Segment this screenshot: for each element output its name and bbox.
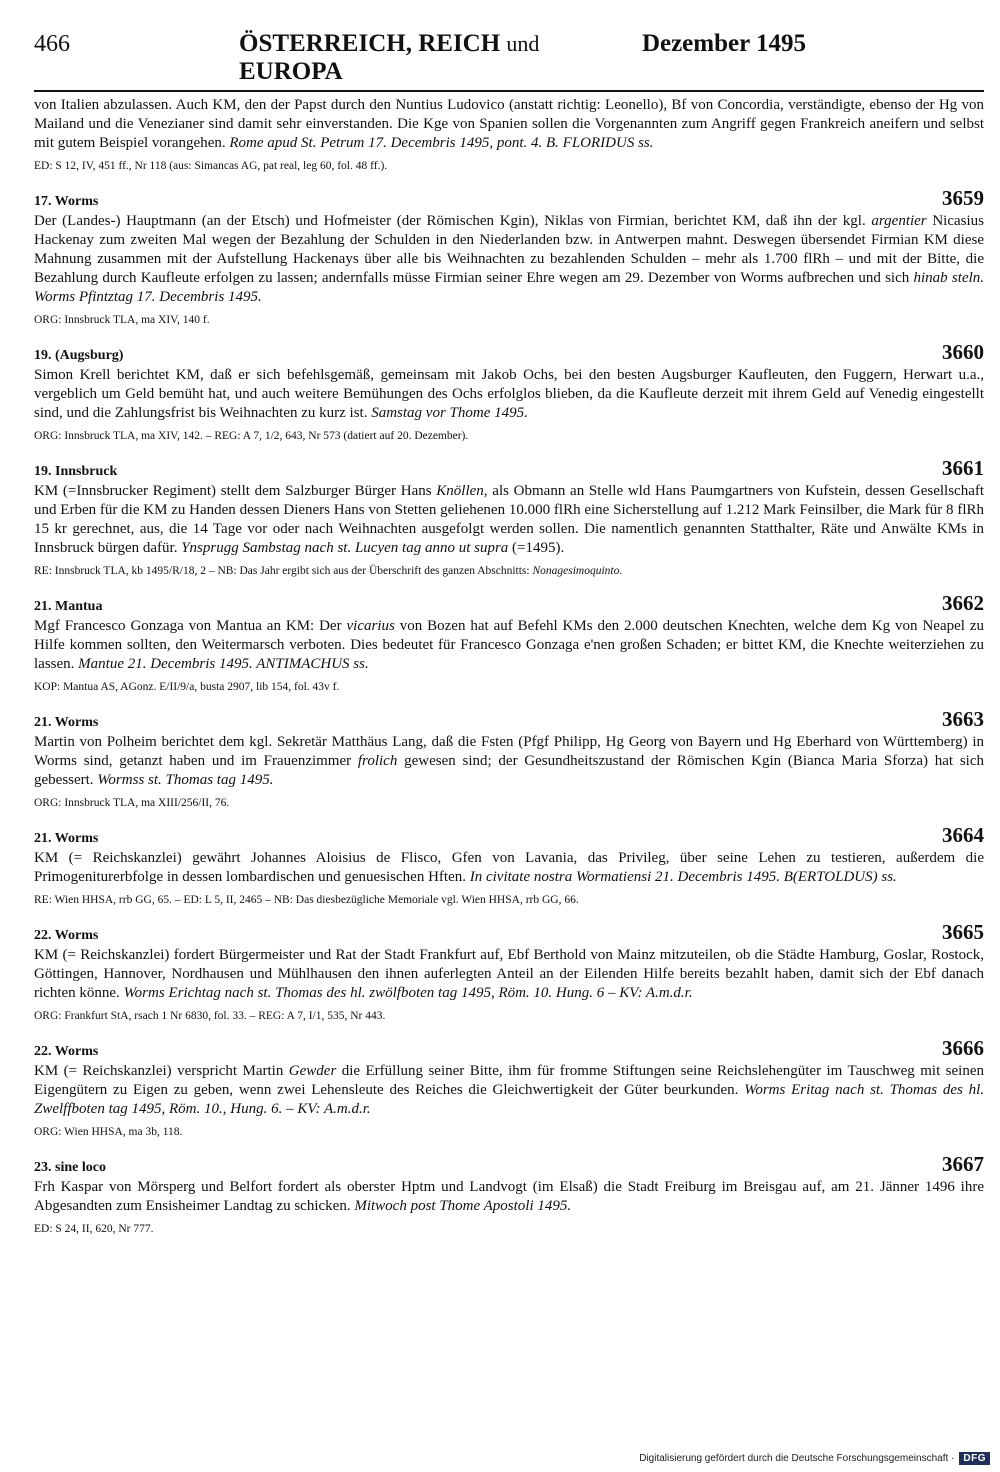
title-und: und [506, 31, 540, 56]
entry-source: KOP: Mantua AS, AGonz. E/II/9/a, busta 2907, lib 154, fol. 43v f. [34, 681, 340, 693]
entry-head [34, 825, 984, 849]
entry-3662 [34, 593, 984, 694]
entry-3660 [34, 342, 984, 443]
body-italic: Rome apud St. Petrum 17. Decembris 1495, pont. 4. B. FLORIDUS ss. [229, 135, 654, 151]
entry-3664 [34, 825, 984, 907]
entry-source: ORG: Frankfurt StA, rsach 1 Nr 6830, fol. 33. – REG: A 7, I/1, 535, Nr 443. [34, 1010, 386, 1022]
entry-place: 21. Worms [34, 715, 99, 730]
entry-head [34, 188, 984, 212]
body-italic: Mitwoch post Thome Apostoli 1495. [354, 1198, 572, 1214]
body-text: von Italien abzulassen. Auch KM, den der Papst durch den Nuntius Ludovico (anstatt richtig: Leonello), Bf von Concordia, verständigte, ebenso der Hg von Mailand und die Venezianer sind damit sehr einverstanden. Die Kge von Spanien sollen die Vorgenannten zum Angriff gegen Frankreich aneifern und selbst mit gutem Beispiel vorangehen. [34, 97, 984, 151]
entry-number: 3667 [942, 1152, 984, 1176]
body-italic: hinab steln. Worms Pfintztag 17. Decembris 1495. [34, 270, 985, 305]
entry-head [34, 1038, 984, 1062]
entry-body [34, 96, 984, 153]
entry-source: ORG: Wien HHSA, ma 3b, 118. [34, 1126, 183, 1138]
entry-source: ORG: Innsbruck TLA, ma XIII/256/II, 76. [34, 797, 230, 809]
body-text: von Bozen hat auf Befehl KMs den 2.000 deutschen Knechten, welche dem Kg von Neapel zu Hilfe kommen sollten, den Weitermarsch verboten. Dies bedeutet für Francesco Gonzaga e'nen großen Schaden; er bittet KM, die Knechte weiterziehen zu lassen. [34, 618, 984, 672]
body-italic: Worms Eritag nach st. Thomas des hl. Zwelffboten tag 1495, Röm. 10., Hung. 6. – KV: A.m.d.r. [34, 1082, 985, 1117]
entry-place: 19. (Augsburg) [34, 348, 124, 363]
entry-source: ORG: Innsbruck TLA, ma XIV, 140 f. [34, 314, 210, 326]
entry-head [34, 709, 984, 733]
entry-3663 [34, 709, 984, 810]
entry-number: 3659 [942, 186, 984, 210]
entry-source [34, 564, 984, 578]
entry-head [34, 593, 984, 617]
entry-place: 23. sine loco [34, 1160, 106, 1175]
body-text: die Erfüllung seiner Bitte, ihm für fromme Stiftungen seine Reichslehengüter im Tauschweg mit seinen Eigengütern zu Eigen zu geben, wenn zwei Lehensleute des Reiches die Gleichwertigkeit der Güter beurkunden. [34, 1063, 984, 1098]
body-italic: Mantue 21. Decembris 1495. ANTIMACHUS ss. [78, 656, 369, 672]
body-text: gewesen sind; der Gesundheitszustand der Römischen Kgin (Bianca Maria Sforza) hat sich gebessert. [34, 753, 985, 788]
body-text: Nicasius Hackenay zum zweiten Mal wegen der Bezahlung der Schulden in den Niederlanden bzw. in Antwerpen mahnt. Deswegen übersendet Firmian KM diese Mahnung zusammen mit der Aufstellung Hackenays über alle bis Weihnachten zu bezahlenden Schulden – mehr als 1.700 flRh – und mit der Bitte, die Bezahlung durch Kaufleute erfolgen zu lassen; andernfalls müsse Firmian seiner Ehre wegen am 29. Dezember von Worms aufbrechen und sich [34, 213, 984, 286]
entry-head [34, 342, 984, 366]
entry-number: 3666 [942, 1036, 984, 1060]
entry-body [34, 733, 984, 790]
body-italic: In civitate nostra Wormatiensi 21. Decembris 1495. B(ERTOLDUS) ss. [469, 869, 897, 885]
running-date: Dezember 1495 [641, 30, 806, 57]
running-title [114, 30, 628, 86]
body-italic: Knöllen, [436, 483, 488, 499]
entry-body [34, 617, 984, 674]
entry-place: 22. Worms [34, 1044, 99, 1059]
document-page [34, 30, 984, 1236]
entry-source: ORG: Innsbruck TLA, ma XIV, 142. – REG: A 7, 1/2, 643, Nr 573 (datiert auf 20. Dezember). [34, 430, 469, 442]
entry-body [34, 1062, 984, 1119]
entry-source: ED: S 24, II, 620, Nr 777. [34, 1223, 154, 1235]
entry-place: 19. Innsbruck [34, 464, 118, 479]
entry-source: RE: Wien HHSA, rrb GG, 65. – ED: L 5, II, 2465 – NB: Das diesbezügliche Memoriale vgl. Wien HHSA, rrb GG, 66. [34, 894, 579, 906]
entry-body [34, 1178, 984, 1216]
body-text: KM (= Reichskanzlei) verspricht Martin [34, 1063, 284, 1079]
source-text: RE: Innsbruck TLA, kb 1495/R/18, 2 – NB: Das Jahr ergibt sich aus der Überschrift des ganzen Abschnitts: [34, 565, 530, 577]
body-text: (=1495). [512, 540, 565, 556]
carryover-entry [34, 96, 984, 173]
entry-3661 [34, 458, 984, 578]
dfg-logo-icon: DFG [959, 1452, 990, 1465]
page-number: 466 [34, 31, 70, 57]
entry-place: 21. Mantua [34, 599, 103, 614]
entry-number: 3665 [942, 920, 984, 944]
entry-body [34, 212, 984, 307]
body-text: Frh Kaspar von Mörsperg und Belfort fordert als oberster Hptm und Landvogt (im Elsaß) die Stadt Freiburg im Breisgau auf, am 21. Jänner 1496 ihre Abgesandten zum Ensisheimer Landtag zu schicken. [34, 1179, 984, 1214]
body-text: als Obmann an Stelle wld Hans Paumgartners von Kufstein, dessen Gesellschaft und Erben für die KM zu Handen dessen Dieners Hans von Stetten geliehenen 10.000 flRh eine Sicherstellung auf 1.212 Mark Feinsilber, die Mark für 8 flRh 15 kr gerechnet, aus, die 14 Tage vor oder nach Weihnachten ausgefolgt werden sollen. Die namentlich genannten Statthalter, Räte und Anwälte KMs in Innsbruck bürgen dafür. [34, 483, 985, 556]
body-text: Der (Landes-) Hauptmann (an der Etsch) und Hofmeister (der Römischen Kgin), Niklas von Firmian, berichtet KM, daß ihn der kgl. [34, 213, 866, 229]
body-italic: frolich [357, 753, 398, 769]
body-italic: Ynsprugg Sambstag nach st. Lucyen tag anno ut supra [181, 540, 509, 556]
title-part2: EUROPA [239, 58, 343, 85]
entry-3667 [34, 1154, 984, 1236]
entry-head [34, 922, 984, 946]
entry-body [34, 946, 984, 1003]
entry-body [34, 849, 984, 887]
entry-body [34, 366, 984, 423]
entry-source: ED: S 12, IV, 451 ff., Nr 118 (aus: Simancas AG, pat real, leg 60, fol. 48 ff.). [34, 160, 388, 172]
body-text: Martin von Polheim berichtet dem kgl. Sekretär Matthäus Lang, daß die Fsten (Pfgf Philipp, Hg Georg von Bayern und Hg Eberhard von Württemberg) in Worms sind, getanzt haben und im Frauenzimmer [34, 734, 984, 769]
funding-text: Digitalisierung gefördert durch die Deutsche Forschungsgemeinschaft · [639, 1453, 955, 1464]
body-text: Mgf Francesco Gonzaga von Mantua an KM: Der [34, 618, 342, 634]
body-text: Simon Krell berichtet KM, daß er sich befehlsgemäß, gemeinsam mit Jakob Ochs, bei den besten Augsburger Kaufleuten, den Fuggern, Herwart u.a., vergeblich um Geld bemüht hat, und auch weitere Bemühungen des Ochs erfolglos blieben, da die Kaufleute derzeit mit ihrem Geld auf Venedig eingestellt sind, und die Zahlungsfrist bis Weihnachten zu kurz ist. [34, 367, 984, 421]
entry-number: 3664 [942, 823, 984, 847]
body-italic: Worms Erichtag nach st. Thomas des hl. zwölfboten tag 1495, Röm. 10. Hung. 6 – KV: A.m.d.r. [123, 985, 693, 1001]
funding-note [600, 1452, 990, 1465]
entry-number: 3660 [942, 340, 984, 364]
title-part1: ÖSTERREICH, REICH [239, 30, 501, 57]
body-italic: Wormss st. Thomas tag 1495. [97, 772, 274, 788]
entry-number: 3663 [942, 707, 984, 731]
entry-body [34, 482, 984, 558]
body-italic: Samstag vor Thome 1495. [371, 405, 528, 421]
source-italic: Nonagesimoquinto. [532, 565, 623, 577]
entry-3666 [34, 1038, 984, 1139]
running-head [34, 30, 984, 92]
body-text: KM (=Innsbrucker Regiment) stellt dem Salzburger Bürger Hans [34, 483, 432, 499]
entry-number: 3662 [942, 591, 984, 615]
entry-head [34, 458, 984, 482]
entry-3665 [34, 922, 984, 1023]
entry-place: 21. Worms [34, 831, 99, 846]
entry-place: 17. Worms [34, 194, 99, 209]
entry-head [34, 1154, 984, 1178]
body-italic: argentier [871, 213, 927, 229]
body-italic: vicarius [346, 618, 395, 634]
body-italic: Gewder [288, 1063, 337, 1079]
body-text: KM (= Reichskanzlei) gewährt Johannes Aloisius de Flisco, Gfen von Lavania, das Privileg, über seine Lehen zu testieren, außerdem die Primogeniturerbfolge in dessen lombardischen und genuesischen Hften. [34, 850, 984, 885]
entry-number: 3661 [942, 456, 984, 480]
body-text: KM (= Reichskanzlei) fordert Bürgermeister und Rat der Stadt Frankfurt auf, Ebf Berthold von Mainz mitzuteilen, ob die Städte Hamburg, Goslar, Rostock, Göttingen, Hannover, Nordhausen und Mühlhausen den ihnen auferlegten Anteil an der Eilenden Hilfe bereits bezahlt haben, damit sich der Ebf danach richten könne. [34, 947, 984, 1001]
entry-place: 22. Worms [34, 928, 99, 943]
entry-3659 [34, 188, 984, 327]
